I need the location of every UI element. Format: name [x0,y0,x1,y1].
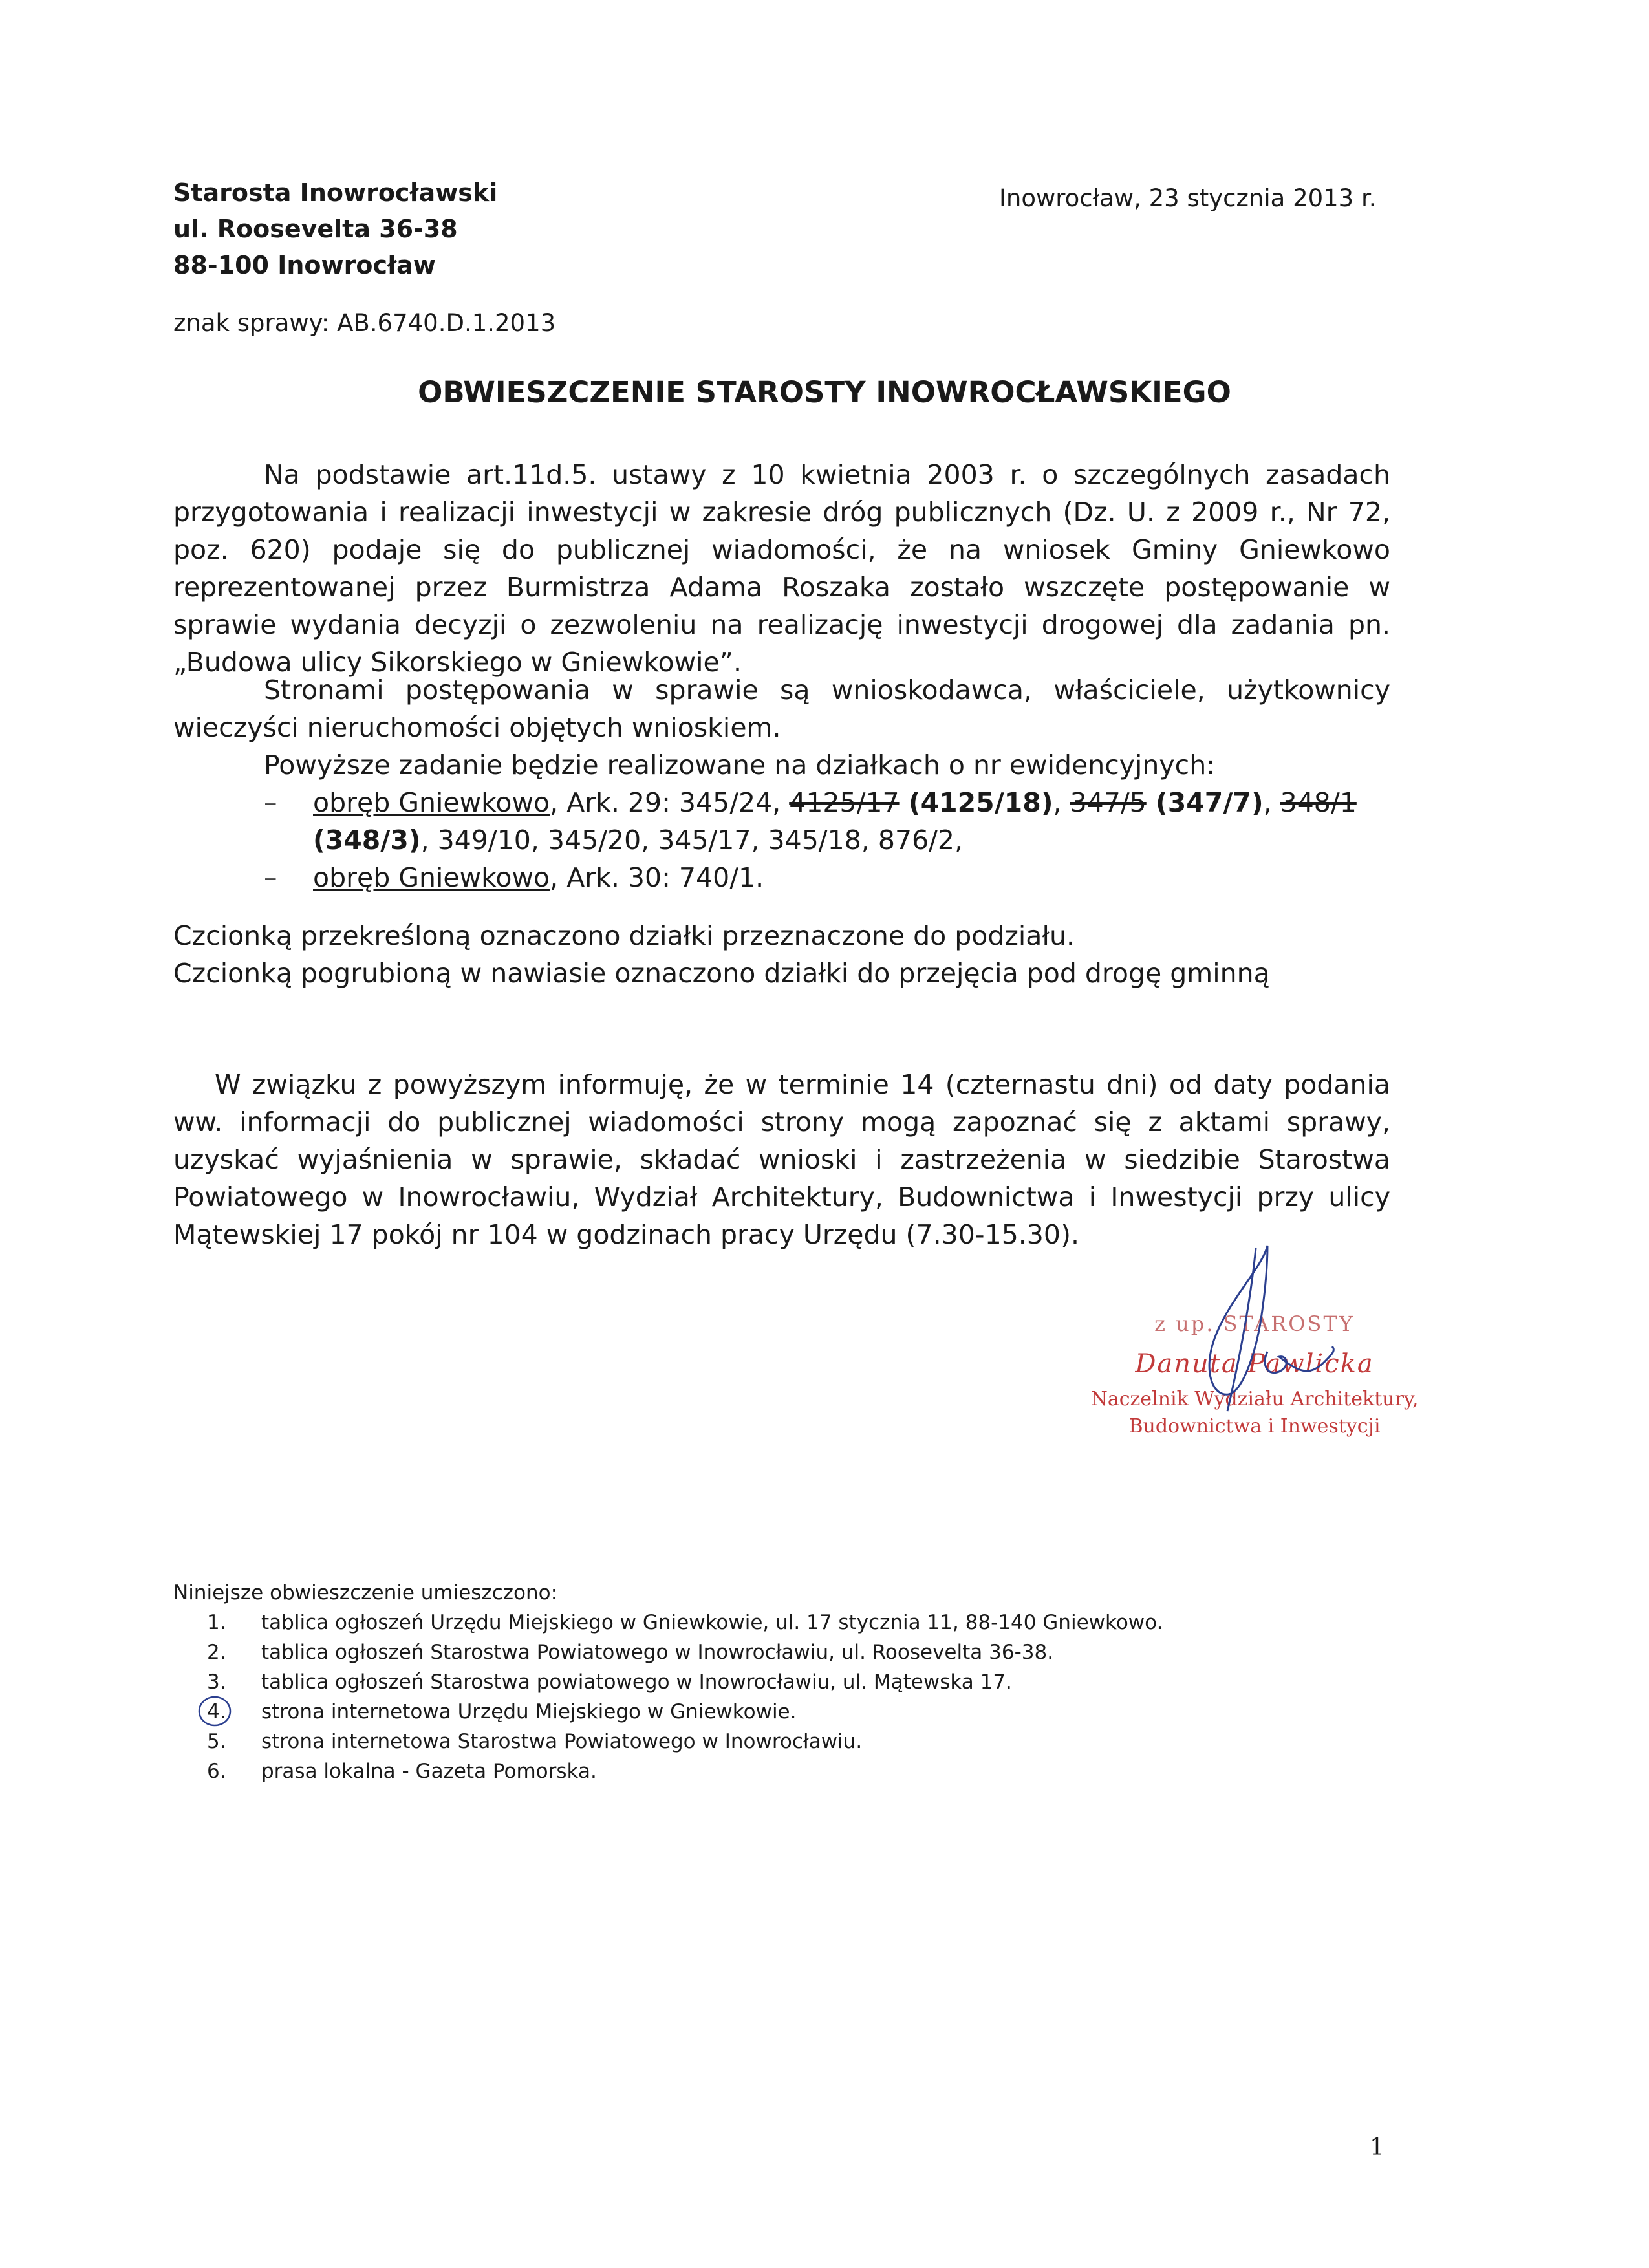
legend-bold: Czcionką pogrubioną w nawiasie oznaczono działki do przejęcia pod drogę gminną [173,958,1270,989]
parcel-list [264,784,1428,896]
paragraph-information-text: W związku z powyższym informuję, że w terminie 14 (czternastu dni) od daty podania ww. informacji do publicznej wiadomości strony mogą zapoznać się z aktami sprawy, uzyskać wyjaśnienia w sprawie, składać wnioski i zastrzeżenia w siedzibie Starostwa Powiatowego w Inowrocławiu, Wydział Architektury, Budownictwa i Inwestycji przy ulicy Mątewskiej 17 pokój nr 104 w godzinach pracy Urzędu (7.30-15.30). [173,1069,1390,1250]
parcel-rest: , Ark. 30: 740/1. [550,862,764,893]
sheet-parcels: , Ark. 29: 345/24, [550,787,790,818]
list-item-text: tablica ogłoszeń Starostwa powiatowego w Inowrocławiu, ul. Mątewska 17. [261,1670,1012,1694]
separator: , [1053,787,1070,818]
paragraph-parcels-intro: Powyższe zadanie będzie realizowane na działkach o nr ewidencyjnych: [264,750,1215,781]
list-number: 1. [207,1611,226,1634]
list-item-text: strona internetowa Starostwa Powiatowego w Inowrocławiu. [261,1730,863,1753]
list-item [207,1756,1163,1786]
handwritten-circle-mark-icon [195,1692,237,1732]
list-item-text: strona internetowa Urzędu Miejskiego w Gniewkowie. [261,1700,797,1723]
publication-heading: Niniejsze obwieszczenie umieszczono: [173,1581,558,1604]
list-dash: – [264,787,277,818]
paragraph-information [173,1066,1390,1253]
parcel-divided: 4125/17 [789,787,900,818]
paragraph-legal-basis [173,456,1390,681]
list-item-text: tablica ogłoszeń Urzędu Miejskiego w Gniewkowie, ul. 17 stycznia 11, 88-140 Gniewkowo. [261,1611,1163,1634]
separator: , [1263,787,1280,818]
document-title: OBWIESZCZENIE STAROSTY INOWROCŁAWSKIEGO [418,375,1231,409]
list-number: 2. [207,1641,226,1664]
parcel-divided: 347/5 [1070,787,1147,818]
list-number [207,1697,261,1727]
page-number: 1 [1370,2134,1385,2161]
parcel-list-item [264,784,1428,859]
sender-street: ul. Roosevelta 36-38 [173,215,458,243]
list-number-text: 4. [207,1700,226,1723]
list-item [207,1637,1163,1667]
legend-strikethrough: Czcionką przekreśloną oznaczono działki przeznaczone do podziału. [173,920,1075,951]
paragraph-legal-basis-text: Na podstawie art.11d.5. ustawy z 10 kwietnia 2003 r. o szczególnych zasadach przygotowania i realizacji inwestycji w zakresie dróg publicznych (Dz. U. z 2009 r., Nr 72, poz. 620) podaje się do publicznej wiadomości, że na wniosek Gminy Gniewkowo reprezentowanej przez Burmistrza Adama Roszaka zostało wszczęte postępowanie w sprawie wydania decyzji o zezwoleniu na realizację inwestycji drogowej dla zadania pn. „Budowa ulicy Sikorskiego w Gniewkowie”. [173,459,1390,678]
list-item-text: prasa lokalna - Gazeta Pomorska. [261,1760,597,1783]
parcel-taken: (4125/18) [899,787,1053,818]
list-item [207,1608,1163,1637]
handwritten-signature-icon [1073,1242,1436,1462]
font-legend [173,917,1270,992]
list-dash: – [264,862,277,893]
document-date: Inowrocław, 23 stycznia 2013 r. [999,184,1377,212]
signature-stamp [1073,1242,1419,1462]
parcel-taken: (348/3) [313,825,421,856]
precinct-name: obręb Gniewkowo [313,862,550,893]
paragraph-parties [173,671,1390,746]
list-item [207,1667,1163,1697]
stamp-department: Budownictwa i Inwestycji [1128,1415,1381,1438]
publication-list [207,1608,1163,1786]
sender-name: Starosta Inowrocławski [173,178,498,207]
list-item-text: tablica ogłoszeń Starostwa Powiatowego w Inowrocławiu, ul. Roosevelta 36-38. [261,1641,1054,1664]
stamp-authorization: z up. STAROSTY [1154,1312,1355,1336]
parcel-list-item [264,859,1428,896]
sender-city: 88-100 Inowrocław [173,251,436,279]
stamp-signatory-role: Naczelnik Wydziału Architektury, [1090,1388,1419,1410]
list-number: 5. [207,1730,226,1753]
precinct-name: obręb Gniewkowo [313,787,550,818]
list-number: 3. [207,1670,226,1694]
sender-block [173,175,497,283]
list-number: 6. [207,1760,226,1783]
case-number: znak sprawy: AB.6740.D.1.2013 [173,309,556,337]
paragraph-parties-text: Stronami postępowania w sprawie są wnioskodawca, właściciele, użytkownicy wieczyści nieruchomości objętych wnioskiem. [173,675,1390,743]
parcel-rest: , 349/10, 345/20, 345/17, 345/18, 876/2, [420,825,964,856]
list-item [207,1697,1163,1727]
parcel-divided: 348/1 [1280,787,1357,818]
stamp-signatory-name: Danuta Pawlicka [1135,1349,1374,1379]
list-item [207,1727,1163,1756]
parcel-taken: (347/7) [1146,787,1264,818]
